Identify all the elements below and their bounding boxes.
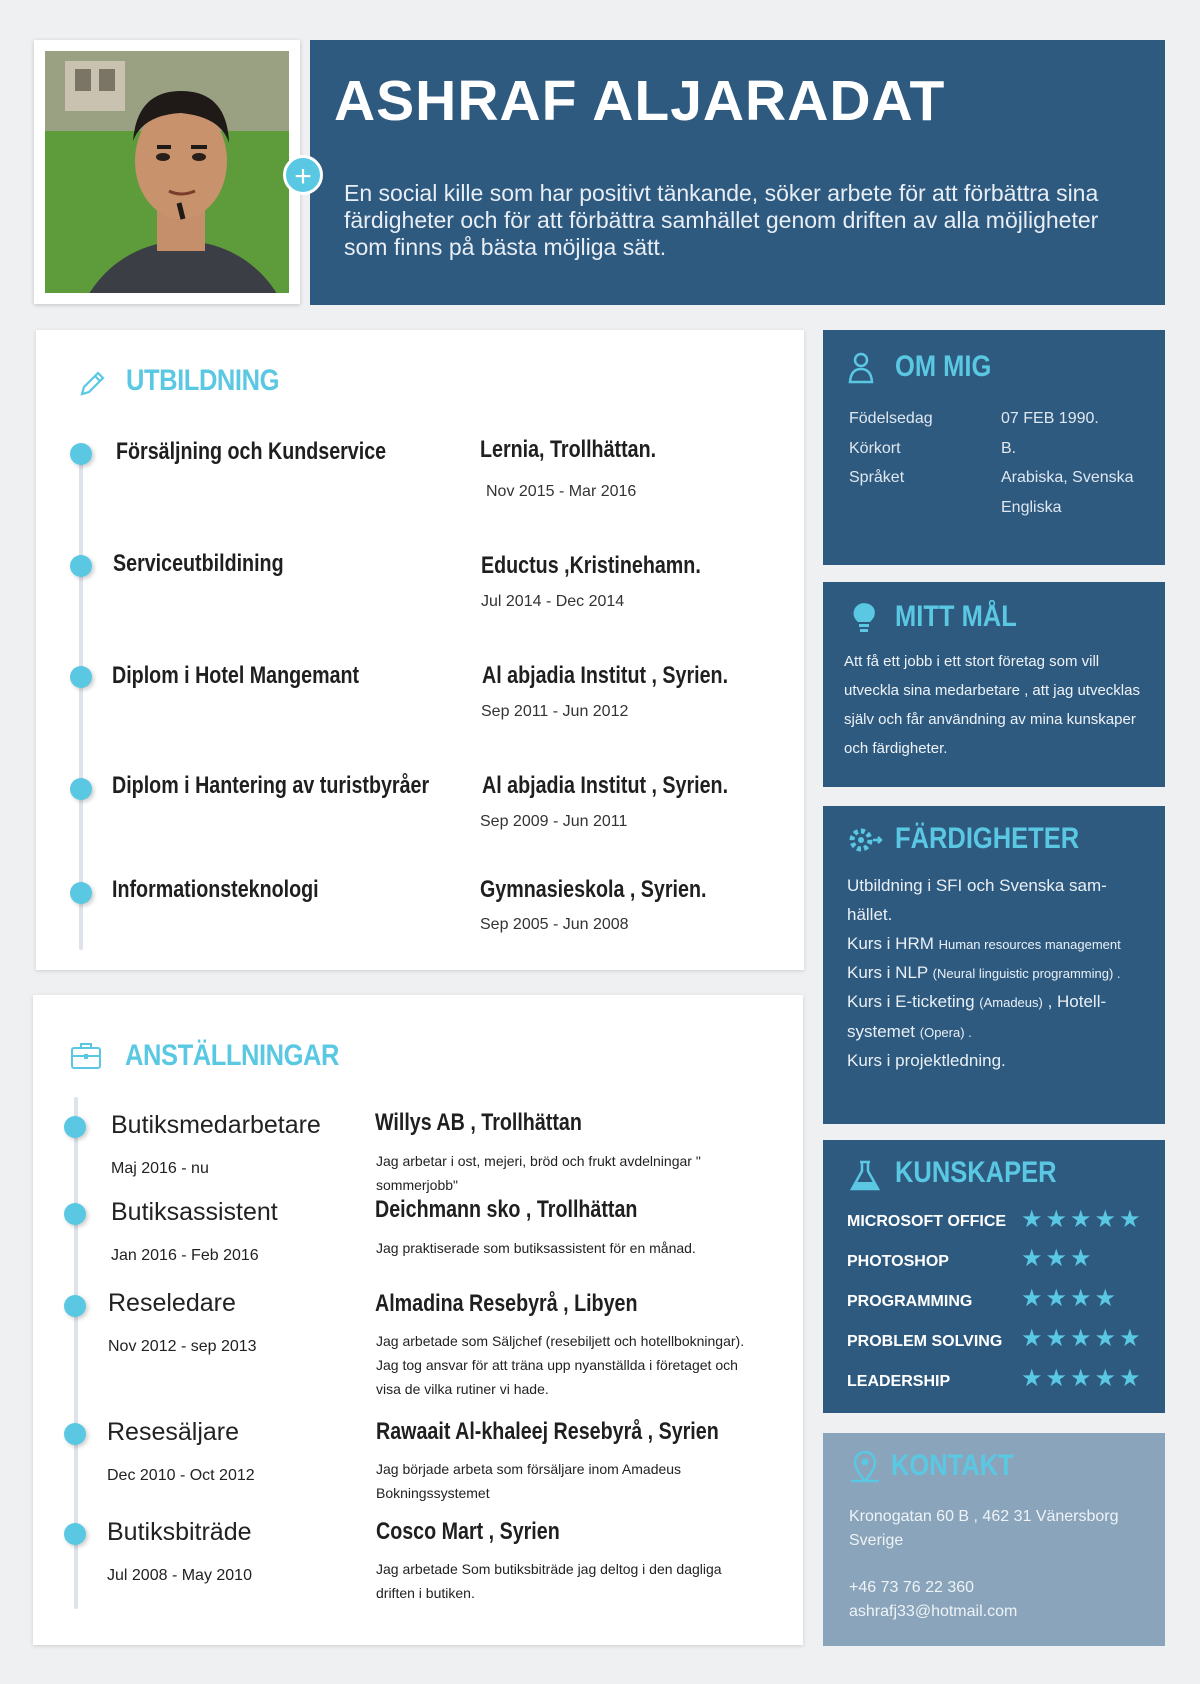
contact-address: Kronogatan 60 B , 462 31 Vänersborg	[849, 1508, 1119, 1525]
education-item-title: Diplom i Hantering av turistbyråer	[112, 772, 430, 799]
about-title: OM MIG	[895, 350, 992, 383]
job-company: Cosco Mart , Syrien	[376, 1518, 560, 1545]
education-item-title: Serviceutbildining	[113, 550, 284, 577]
education-item-date: Nov 2015 - Mar 2016	[486, 483, 637, 500]
timeline-dot	[64, 1116, 86, 1138]
rating-stars: ★★★★★	[1021, 1365, 1144, 1392]
education-item-place: Lernia, Trollhättan.	[480, 436, 657, 463]
rating-stars: ★★★	[1021, 1245, 1095, 1272]
profile-photo-frame	[34, 40, 300, 304]
about-value: Arabiska, Svenska	[1001, 469, 1134, 486]
skill-line: Utbildning i SFI och Svenska sam-	[847, 876, 1107, 895]
job-date: Dec 2010 - Oct 2012	[107, 1467, 255, 1484]
timeline-dot	[64, 1203, 86, 1225]
profile-summary: En social kille som har positivt tänkande, söker arbete för att förbättra sina färdigheter och för att förbättra samhället genom driften av alla möjligheter som finns på bästa möjliga sätt.	[344, 180, 1099, 260]
goal-text: Att få ett jobb i ett stort företag som vill utveckla sina medarbetare , att jag utvecklas själv och får användning av mina kunskaper och färdigheter.	[844, 653, 1140, 757]
skill-line: Kurs i HRM Human resources management	[847, 934, 1121, 953]
about-label: Födelsedag	[849, 410, 933, 427]
contact-email[interactable]: ashrafj33@hotmail.com	[849, 1603, 1018, 1620]
job-company: Rawaait Al-khaleej Resebyrå , Syrien	[376, 1418, 719, 1445]
job-title: Butiksbiträde	[107, 1518, 252, 1546]
profile-photo-illustration	[45, 51, 289, 293]
education-timeline	[79, 450, 83, 950]
education-item-date: Sep 2011 - Jun 2012	[481, 703, 629, 720]
knowledge-name: PROGRAMMING	[847, 1293, 973, 1310]
skill-line: Kurs i NLP (Neural linguistic programming) .	[847, 963, 1121, 982]
job-description: Jag arbetade Som butiksbiträde jag deltog i den dagliga driften i butiken.	[376, 1561, 722, 1601]
timeline-dot	[70, 666, 92, 688]
education-item-place: Al abjadia Institut , Syrien.	[482, 662, 729, 689]
job-company: Willys AB , Trollhättan	[375, 1109, 582, 1136]
person-icon	[847, 350, 883, 386]
education-item-date: Sep 2005 - Jun 2008	[480, 916, 629, 933]
add-button[interactable]: +	[283, 155, 323, 195]
goal-title: MITT MÅL	[895, 600, 1017, 633]
job-company: Deichmann sko , Trollhättan	[375, 1196, 638, 1223]
education-item-title: Diplom i Hotel Mangemant	[112, 662, 360, 689]
about-value: B.	[1001, 440, 1017, 457]
job-description: Jag arbetade som Säljchef (resebiljett och hotellbokningar). Jag tog ansvar för att träna upp nyanställda i företaget och visa de vilka rutiner vi hade.	[376, 1333, 745, 1397]
job-title: Butiksmedarbetare	[111, 1111, 321, 1139]
timeline-dot	[64, 1295, 86, 1317]
contact-section	[823, 1433, 1165, 1646]
education-item-date: Jul 2014 - Dec 2014	[481, 593, 625, 610]
timeline-dot	[70, 778, 92, 800]
briefcase-icon	[69, 1039, 103, 1073]
location-pin-icon	[847, 1449, 883, 1485]
education-item-place: Gymnasieskola , Syrien.	[480, 876, 707, 903]
job-date: Nov 2012 - sep 2013	[108, 1338, 257, 1355]
full-name: ASHRAF ALJARADAT	[334, 69, 946, 133]
lightbulb-icon	[847, 600, 883, 636]
about-value: Engliska	[1001, 499, 1062, 516]
about-section	[823, 330, 1165, 565]
contact-title: KONTAKT	[891, 1449, 1014, 1482]
education-item-title: Informationsteknologi	[112, 876, 319, 903]
gears-icon	[847, 822, 883, 858]
timeline-dot	[64, 1423, 86, 1445]
profile-photo	[45, 51, 289, 293]
knowledge-name: PROBLEM SOLVING	[847, 1333, 1003, 1350]
education-item-title: Försäljning och Kundservice	[116, 438, 387, 465]
timeline-dot	[70, 555, 92, 577]
knowledge-name: MICROSOFT OFFICE	[847, 1213, 1007, 1230]
skill-line: systemet (Opera) .	[847, 1022, 972, 1041]
employment-section	[33, 995, 803, 1645]
skills-section	[823, 806, 1165, 1124]
job-title: Resesäljare	[107, 1418, 240, 1446]
timeline-dot	[70, 882, 92, 904]
knowledge-name: LEADERSHIP	[847, 1373, 951, 1390]
rating-stars: ★★★★★	[1021, 1325, 1144, 1352]
job-date: Maj 2016 - nu	[111, 1160, 209, 1177]
rating-stars: ★★★★★	[1021, 1206, 1144, 1233]
job-date: Jul 2008 - May 2010	[107, 1567, 252, 1584]
education-item-place: Eductus ,Kristinehamn.	[481, 552, 701, 579]
job-description: Jag började arbeta som försäljare inom Amadeus Bokningssystemet	[376, 1461, 682, 1501]
job-title: Butiksassistent	[111, 1198, 278, 1226]
knowledge-title: KUNSKAPER	[895, 1156, 1057, 1189]
job-description: Jag praktiserade som butiksassistent för en månad.	[376, 1240, 696, 1256]
employment-title: ANSTÄLLNINGAR	[125, 1039, 340, 1072]
knowledge-name: PHOTOSHOP	[847, 1253, 949, 1270]
header-banner	[310, 40, 1165, 305]
skill-line: Kurs i projektledning.	[847, 1051, 1006, 1070]
about-label: Språket	[849, 469, 905, 486]
timeline-dot	[64, 1523, 86, 1545]
education-item-place: Al abjadia Institut , Syrien.	[482, 772, 729, 799]
about-label: Körkort	[849, 440, 901, 457]
skill-line: hället.	[847, 905, 893, 924]
education-section	[36, 330, 804, 970]
job-company: Almadina Resebyrå , Libyen	[375, 1290, 638, 1317]
job-date: Jan 2016 - Feb 2016	[111, 1247, 259, 1264]
flask-icon	[847, 1158, 883, 1194]
job-title: Reseledare	[108, 1289, 236, 1317]
education-title: UTBILDNING	[126, 364, 279, 397]
about-value: 07 FEB 1990.	[1001, 410, 1099, 427]
skill-line: Kurs i E-ticketing (Amadeus) , Hotell-	[847, 992, 1107, 1011]
rating-stars: ★★★★	[1021, 1285, 1120, 1312]
job-description: Jag arbetar i ost, mejeri, bröd och frukt avdelningar " sommerjobb"	[376, 1153, 701, 1193]
contact-country: Sverige	[849, 1532, 904, 1549]
education-item-date: Sep 2009 - Jun 2011	[480, 813, 628, 830]
goal-section	[823, 582, 1165, 787]
skills-title: FÄRDIGHETER	[895, 822, 1080, 855]
pencil-icon	[76, 368, 108, 400]
knowledge-section	[823, 1140, 1165, 1413]
contact-phone[interactable]: +46 73 76 22 360	[849, 1579, 975, 1596]
timeline-dot	[70, 443, 92, 465]
